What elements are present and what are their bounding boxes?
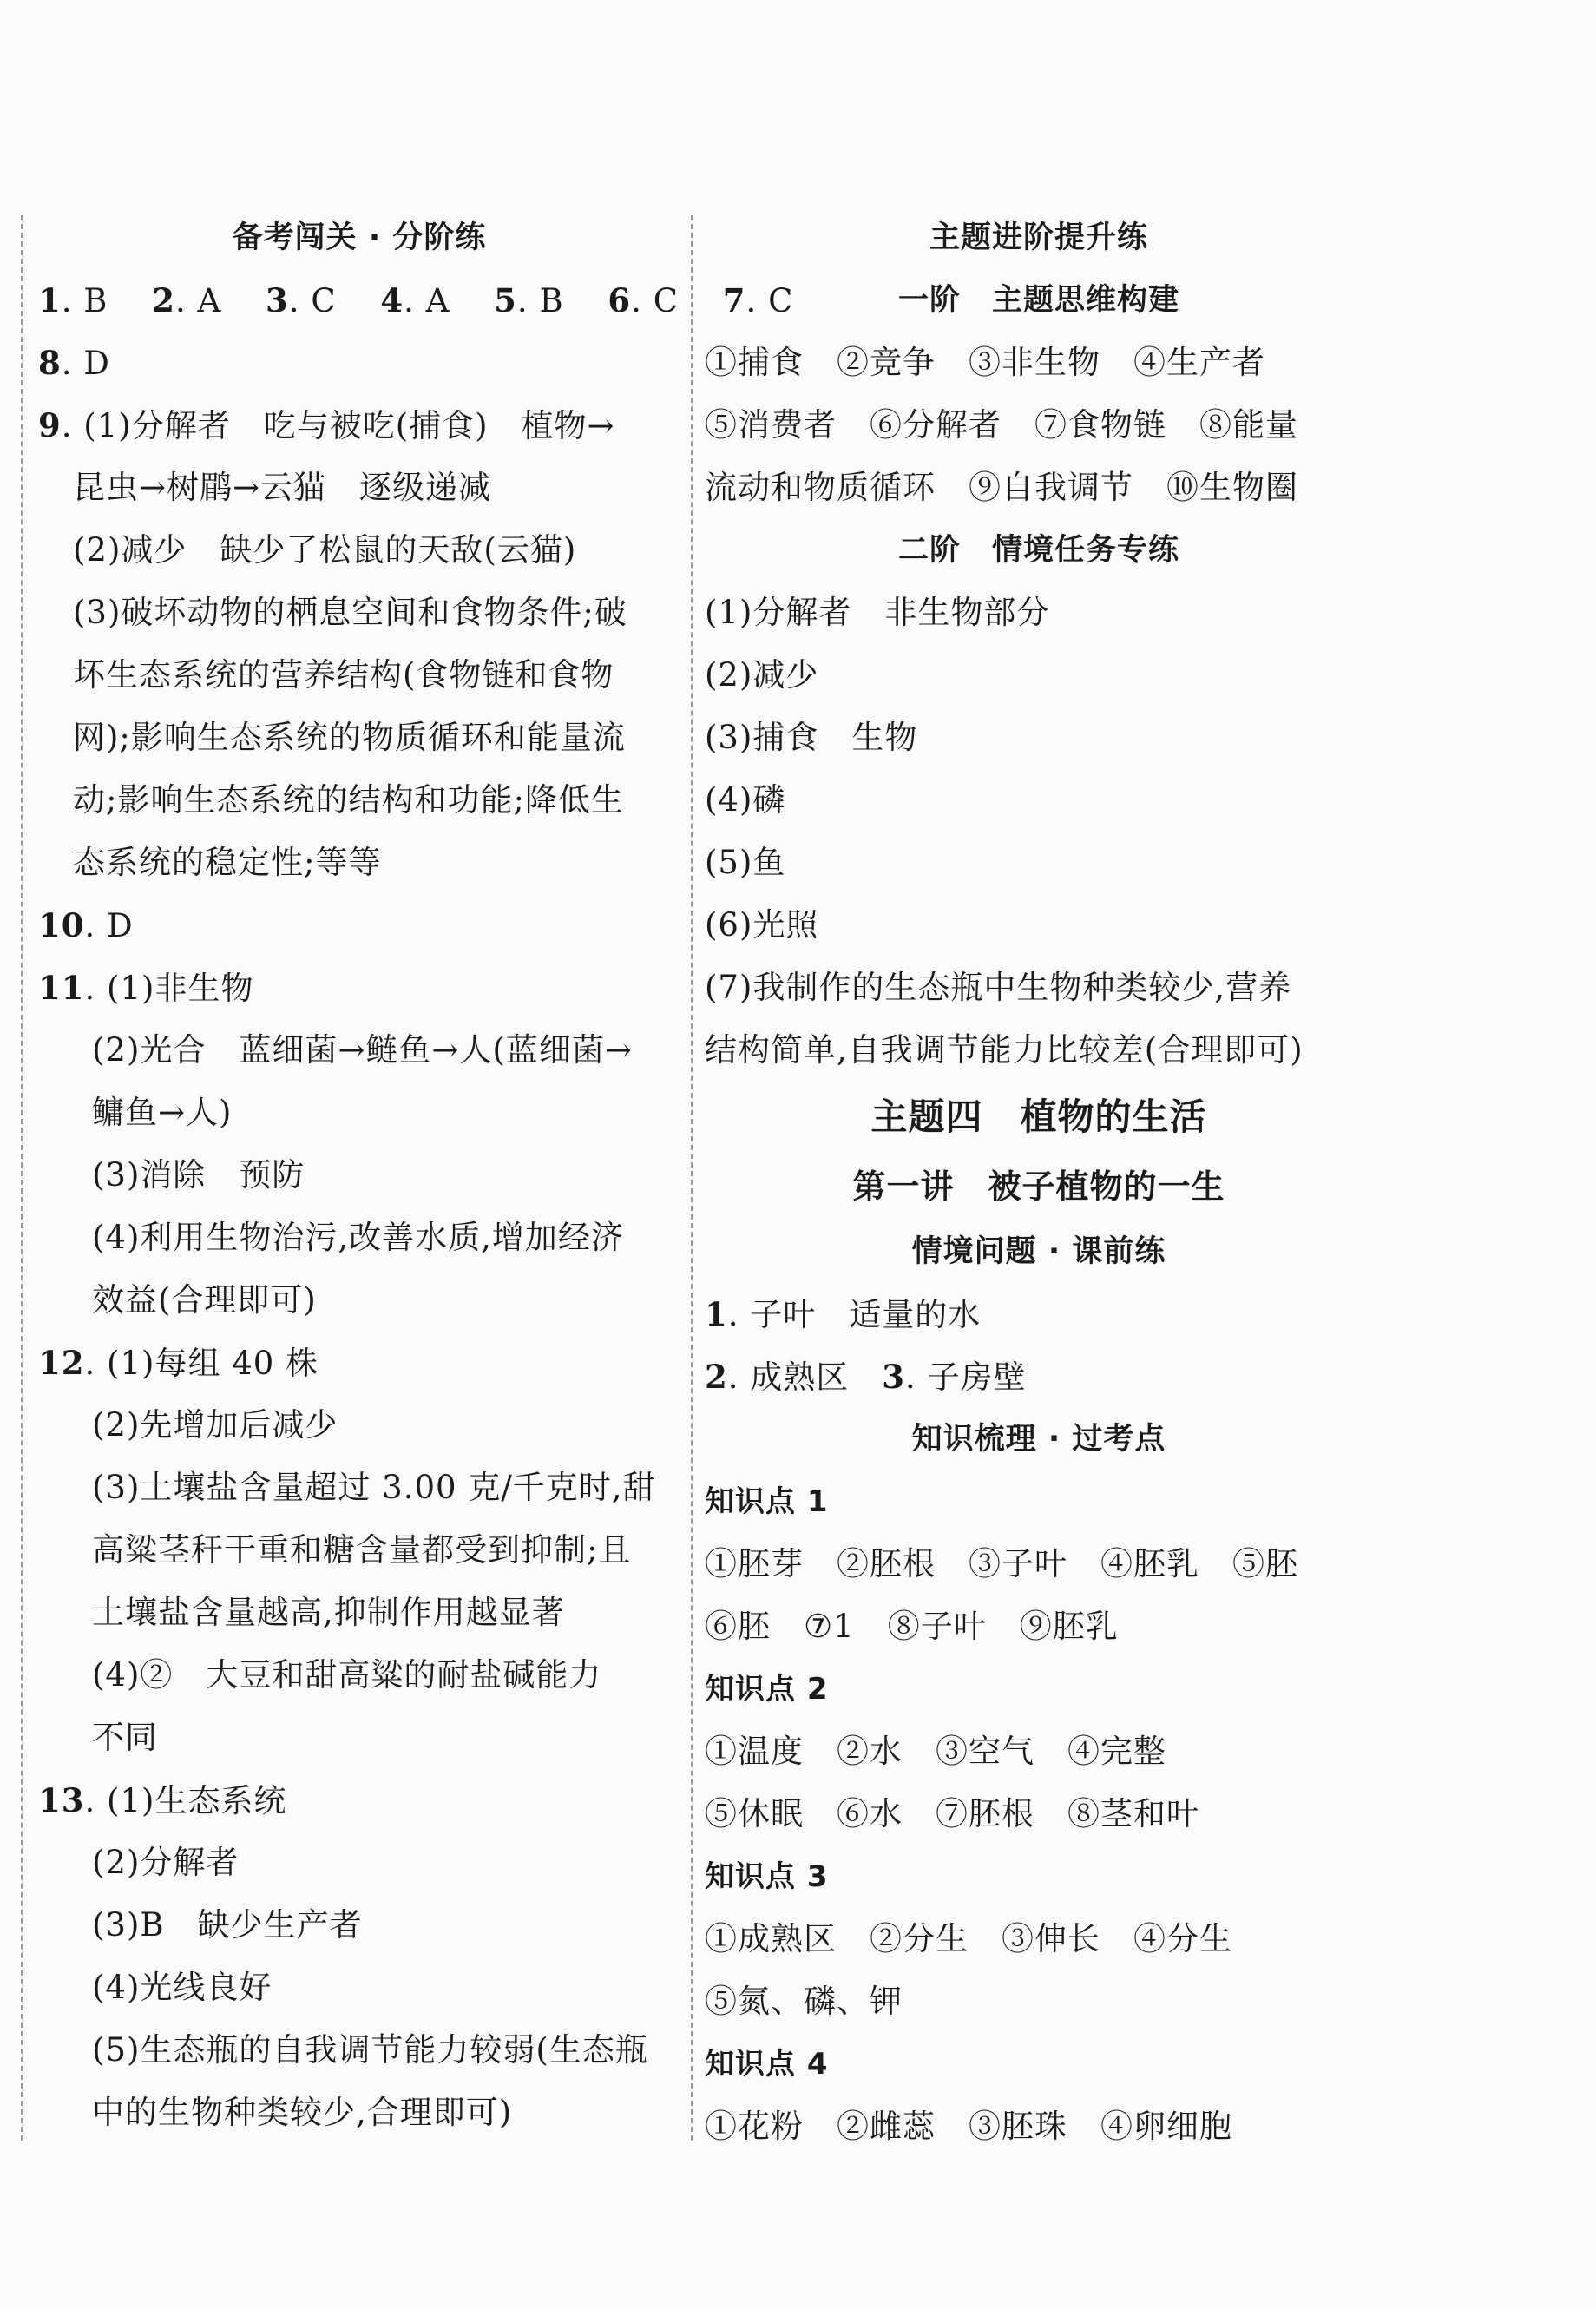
stage2-line: (7)我制作的生态瓶中生物种类较少,营养 bbox=[705, 969, 1292, 1006]
right-column bbox=[705, 207, 1373, 2158]
answer-q13-line: 13. (1)生态系统 bbox=[38, 1781, 287, 1819]
answer-q13-line: (3)B 缺少生产者 bbox=[92, 1906, 363, 1944]
answer-q11-line: 效益(合理即可) bbox=[92, 1281, 317, 1319]
answer-q10: 10. D bbox=[38, 906, 134, 944]
stage2-line: (4)磷 bbox=[705, 781, 786, 819]
mcq-row-1 bbox=[38, 269, 794, 332]
knowledge-point-label: 知识点 2 bbox=[705, 1672, 829, 1707]
answer-q11-line: (3)消除 预防 bbox=[92, 1156, 305, 1194]
knowledge-point-label: 知识点 4 bbox=[705, 2047, 829, 2082]
answer-q12-line: (2)先增加后减少 bbox=[92, 1406, 338, 1444]
answer-q9-line: 昆虫→树鹛→云猫 逐级递减 bbox=[73, 469, 492, 506]
section-heading-practice: 备考闯关 · 分阶练 bbox=[232, 220, 487, 255]
answer-q9-line: 坏生态系统的营养结构(食物链和食物 bbox=[73, 656, 614, 694]
answer-q9-line: 网);影响生态系统的物质循环和能量流 bbox=[73, 719, 626, 756]
stage2-heading: 二阶 情境任务专练 bbox=[897, 533, 1179, 568]
answer-q11-line: 鳙鱼→人) bbox=[92, 1094, 233, 1131]
section-heading-advanced: 主题进阶提升练 bbox=[929, 220, 1148, 255]
left-margin-divider bbox=[21, 215, 23, 2141]
answer-q11-line: (4)利用生物治污,改善水质,增加经济 bbox=[92, 1219, 624, 1256]
answer-q11-line: 11. (1)非生物 bbox=[38, 969, 254, 1007]
lecture-title: 第一讲 被子植物的一生 bbox=[852, 1168, 1225, 1206]
knowledge-point-row: ①胚芽 ②胚根 ③子叶 ④胚乳 ⑤胚 bbox=[705, 1545, 1298, 1582]
knowledge-point-row: ⑥胚 ⑦1 ⑧子叶 ⑨胚乳 bbox=[705, 1608, 1119, 1645]
stage2-line: (6)光照 bbox=[705, 906, 819, 944]
answer-item: 2. A bbox=[152, 281, 222, 319]
answer-q12-line: (3)土壤盐含量超过 3.00 克/千克时,甜 bbox=[92, 1469, 656, 1506]
answer-item: 1. B bbox=[38, 281, 108, 319]
answer-q8: 8. D bbox=[38, 344, 110, 382]
answer-q9-line: 动;影响生态系统的结构和功能;降低生 bbox=[73, 781, 624, 819]
knowledge-review-heading: 知识梳理 · 过考点 bbox=[911, 1422, 1166, 1457]
stage2-line: (5)鱼 bbox=[705, 844, 786, 881]
topic-title: 主题四 植物的生活 bbox=[870, 1095, 1207, 1138]
answer-q12-line: 不同 bbox=[92, 1719, 158, 1756]
knowledge-point-label: 知识点 1 bbox=[705, 1484, 829, 1519]
stage1-heading: 一阶 主题思维构建 bbox=[897, 283, 1179, 318]
knowledge-point-row: ⑤休眠 ⑥水 ⑦胚根 ⑧茎和叶 bbox=[705, 1795, 1199, 1832]
stage1-row: 流动和物质循环 ⑨自我调节 ⑩生物圈 bbox=[705, 469, 1298, 506]
answer-item: 3. C bbox=[266, 281, 337, 319]
answer-q13-line: 中的生物种类较少,合理即可) bbox=[92, 2094, 513, 2131]
answer-q12-line: (4)② 大豆和甜高粱的耐盐碱能力 bbox=[92, 1656, 602, 1694]
stage2-line: (2)减少 bbox=[705, 656, 819, 694]
knowledge-point-row: ①花粉 ②雌蕊 ③胚珠 ④卵细胞 bbox=[705, 2108, 1232, 2145]
stage2-line: (3)捕食 生物 bbox=[705, 719, 918, 756]
stage1-row: ①捕食 ②竞争 ③非生物 ④生产者 bbox=[705, 344, 1265, 381]
answer-q13-line: (2)分解者 bbox=[92, 1844, 240, 1881]
stage2-line: 结构简单,自我调节能力比较差(合理即可) bbox=[705, 1031, 1304, 1069]
column-divider bbox=[691, 215, 693, 2141]
pre-class-answer: 2. 成熟区 3. 子房壁 bbox=[705, 1358, 1027, 1396]
answer-item: 7. C bbox=[722, 281, 794, 319]
answer-q12-line: 土壤盐含量越高,抑制作用越显著 bbox=[92, 1594, 565, 1631]
answer-item: 6. C bbox=[608, 281, 680, 319]
knowledge-point-label: 知识点 3 bbox=[705, 1859, 829, 1894]
pre-class-heading: 情境问题 · 课前练 bbox=[911, 1234, 1166, 1269]
answer-q13-line: (4)光线良好 bbox=[92, 1969, 273, 2006]
stage1-row: ⑤消费者 ⑥分解者 ⑦食物链 ⑧能量 bbox=[705, 406, 1298, 444]
answer-item: 5. B bbox=[494, 281, 564, 319]
answer-q12-line: 高粱茎秆干重和糖含量都受到抑制;且 bbox=[92, 1531, 632, 1569]
answer-q9-line: (2)减少 缺少了松鼠的天敌(云猫) bbox=[73, 531, 577, 569]
answer-q9-line: 态系统的稳定性;等等 bbox=[73, 844, 382, 881]
knowledge-point-row: ⑤氮、磷、钾 bbox=[705, 1983, 903, 2020]
answer-q9-line: 9. (1)分解者 吃与被吃(捕食) 植物→ bbox=[38, 406, 615, 444]
knowledge-point-row: ①成熟区 ②分生 ③伸长 ④分生 bbox=[705, 1920, 1232, 1957]
answer-q12-line: 12. (1)每组 40 株 bbox=[38, 1344, 319, 1382]
knowledge-point-row: ①温度 ②水 ③空气 ④完整 bbox=[705, 1733, 1166, 1770]
stage2-line: (1)分解者 非生物部分 bbox=[705, 594, 1050, 631]
pre-class-answer: 1. 子叶 适量的水 bbox=[705, 1295, 982, 1333]
answer-q13-line: (5)生态瓶的自我调节能力较弱(生态瓶 bbox=[92, 2031, 648, 2069]
answer-item: 4. A bbox=[380, 281, 450, 319]
answer-q9-line: (3)破坏动物的栖息空间和食物条件;破 bbox=[73, 594, 627, 631]
answer-q11-line: (2)光合 蓝细菌→鲢鱼→人(蓝细菌→ bbox=[92, 1031, 633, 1069]
